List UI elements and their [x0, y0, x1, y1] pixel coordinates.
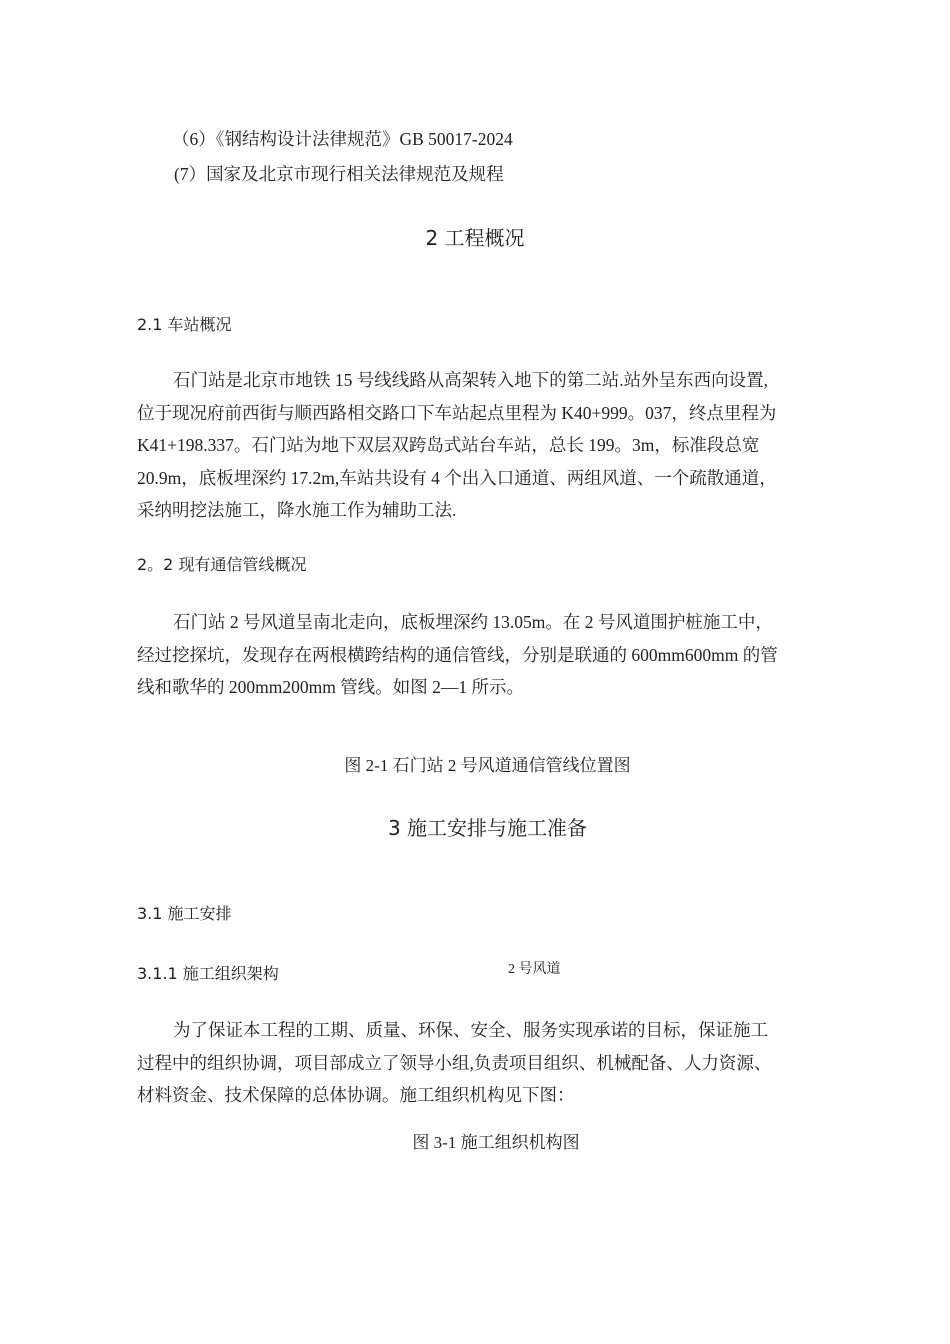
section-3-1-1-paragraph: [137, 1014, 837, 1112]
paragraph-line: 线和歌华的 200mm200mm 管线。如图 2—1 所示。: [137, 677, 524, 697]
paragraph-line: 20.9m，底板埋深约 17.2m,车站共设有 4 个出入口通道、两组风道、一个疏散通道，: [137, 467, 777, 488]
section-2-1-paragraph: [137, 364, 837, 527]
paragraph-line: 为了保证本工程的工期、质量、环保、安全、服务实现承诺的目标，保证施工: [173, 1020, 768, 1040]
figure-stray-label: 2 号风道: [508, 962, 561, 977]
section-2-title: 2 工程概况: [425, 226, 525, 250]
figure-3-1-caption: 图 3-1 施工组织机构图: [412, 1133, 580, 1152]
section-2-2-title: 2。2 现有通信管线概况: [137, 555, 307, 574]
paragraph-line: 材料资金、技术保障的总体协调。施工组织机构见下图：: [137, 1085, 575, 1105]
paragraph-line: 石门站是北京市地铁 15 号线线路从高架转入地下的第二站.站外呈东西向设置,: [173, 370, 768, 390]
paragraph-line: K41+198.337。石门站为地下双层双跨岛式站台车站，总长 199。3m，标准段总宽: [137, 435, 760, 455]
section-2-1-title: 2.1 车站概况: [137, 315, 232, 334]
paragraph-line: 经过挖探坑，发现存在两根横跨结构的通信管线，分别是联通的 600mm600mm 的管: [137, 644, 778, 665]
section-3-1-1-title: 3.1.1 施工组织架构: [137, 964, 279, 983]
reference-item-6: （6）《钢结构设计法律规范》GB 50017-2024: [172, 129, 513, 149]
section-3-1-title: 3.1 施工安排: [137, 904, 232, 923]
paragraph-line: 位于现况府前西街与顺西路相交路口下车站起点里程为 K40+999。037，终点里程为: [137, 402, 777, 423]
paragraph-line: 石门站 2 号风道呈南北走向，底板埋深约 13.05m。在 2 号风道围护桩施工中，: [173, 612, 773, 632]
reference-item-7: (7）国家及北京市现行相关法律规范及规程: [174, 164, 504, 184]
figure-2-1-caption: 图 2-1 石门站 2 号风道通信管线位置图: [344, 756, 631, 775]
section-3-title: 3 施工安排与施工准备: [387, 816, 588, 840]
section-2-2-paragraph: [137, 606, 837, 704]
paragraph-line: 采纳明挖法施工，降水施工作为辅助工法.: [137, 500, 457, 520]
paragraph-line: 过程中的组织协调，项目部成立了领导小组,负责项目组织、机械配备、人力资源、: [137, 1052, 772, 1073]
